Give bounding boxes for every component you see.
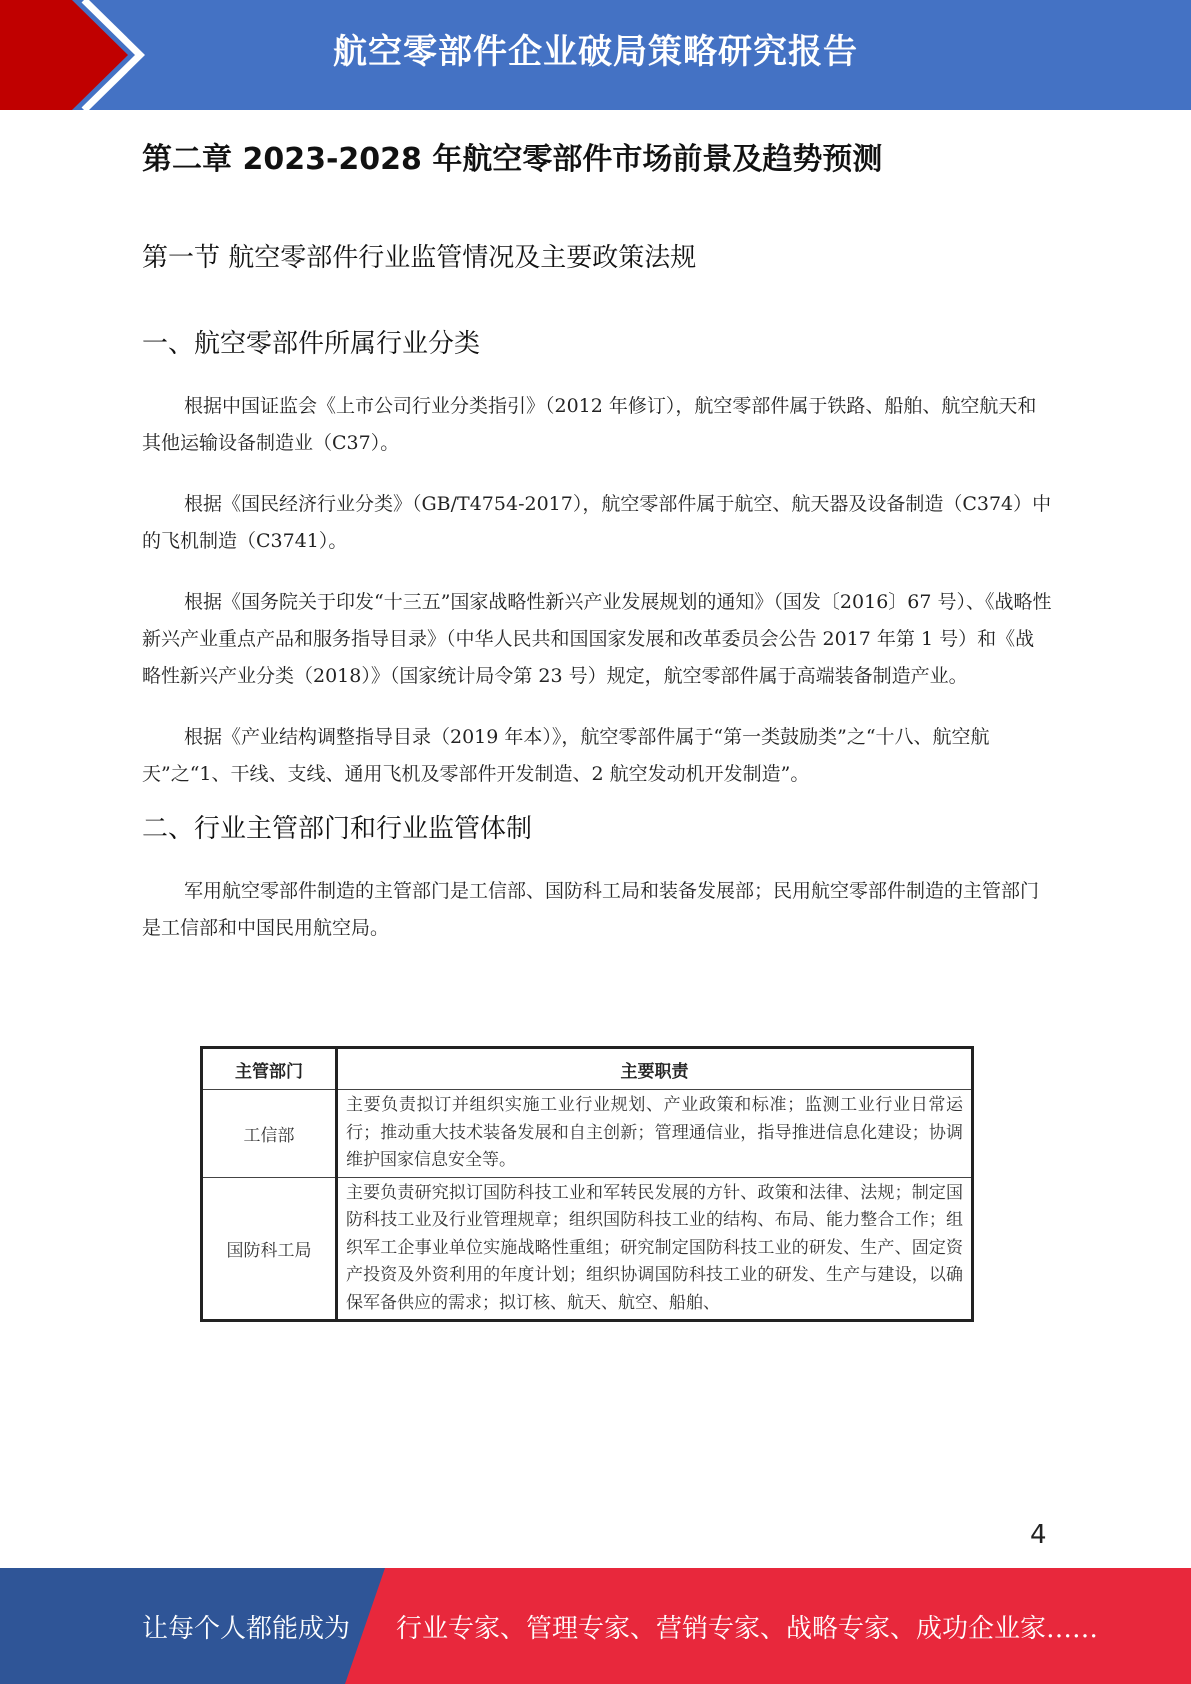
table-cell-duty: 主要负责拟订并组织实施工业行业规划、产业政策和标准；监测工业行业日常运行；推动重大技术装备发展和自主创新；管理通信业，指导推进信息化建设；协调维护国家信息安全等。	[337, 1090, 973, 1178]
table-row	[202, 1177, 973, 1321]
main-content	[142, 138, 1052, 971]
table-cell-duty: 主要负责研究拟订国防科技工业和军转民发展的方针、政策和法律、法规；制定国防科技工业及行业管理规章；组织国防科技工业的结构、布局、能力整合工作；组织军工企事业单位实施战略性重组；研究制定国防科技工业的研发、生产、固定资产投资及外资利用的年度计划；组织协调国防科技工业的研发、生产与建设，以确保军备供应的需求；拟订核、航天、航空、船舶、	[337, 1177, 973, 1321]
table-header-row	[202, 1048, 973, 1090]
section-title: 第一节 航空零部件行业监管情况及主要政策法规	[142, 243, 697, 273]
table-row	[202, 1090, 973, 1178]
page-header	[0, 0, 1191, 110]
table-cell-dept: 工信部	[202, 1090, 337, 1178]
chapter-title: 第二章 2023-2028 年航空零部件市场前景及趋势预测	[142, 142, 883, 177]
footer-slogan-left: 让每个人都能成为	[142, 1614, 351, 1644]
paragraph: 军用航空零部件制造的主管部门是工信部、国防科工局和装备发展部；民用航空零部件制造的主管部门是工信部和中国民用航空局。	[142, 880, 1040, 939]
department-table	[200, 1046, 974, 1322]
table-header: 主要职责	[337, 1048, 973, 1090]
subsection-title-2: 二、行业主管部门和行业监管体制	[142, 814, 533, 844]
page-number: 4	[1030, 1520, 1047, 1550]
page-footer	[0, 1568, 1191, 1684]
paragraph: 根据《产业结构调整指导目录（2019 年本）》，航空零部件属于“第一类鼓励类”之“十八、航空航天”之“1、干线、支线、通用飞机及零部件开发制造、2 航空发动机开发制造”。	[142, 726, 990, 785]
table-header: 主管部门	[202, 1048, 337, 1090]
paragraph: 根据《国民经济行业分类》（GB/T4754-2017），航空零部件属于航空、航天器及设备制造（C374）中的飞机制造（C3741）。	[142, 493, 1052, 552]
table-cell-dept: 国防科工局	[202, 1177, 337, 1321]
report-title: 航空零部件企业破局策略研究报告	[333, 32, 858, 72]
paragraph: 根据《国务院关于印发“十三五”国家战略性新兴产业发展规划的通知》（国发〔2016〕67 号）、《战略性新兴产业重点产品和服务指导目录》（中华人民共和国国家发展和改革委员会公告 2017 年第 1 号）和《战略性新兴产业分类（2018）》（国家统计局令第 23 号）规定，航空零部件属于高端装备制造产业。	[142, 591, 1052, 687]
subsection-title-1: 一、航空零部件所属行业分类	[142, 329, 481, 359]
paragraph: 根据中国证监会《上市公司行业分类指引》（2012 年修订），航空零部件属于铁路、船舶、航空航天和其他运输设备制造业（C37）。	[142, 395, 1037, 454]
footer-slogan-right: 行业专家、管理专家、营销专家、战略专家、成功企业家……	[396, 1614, 1099, 1644]
